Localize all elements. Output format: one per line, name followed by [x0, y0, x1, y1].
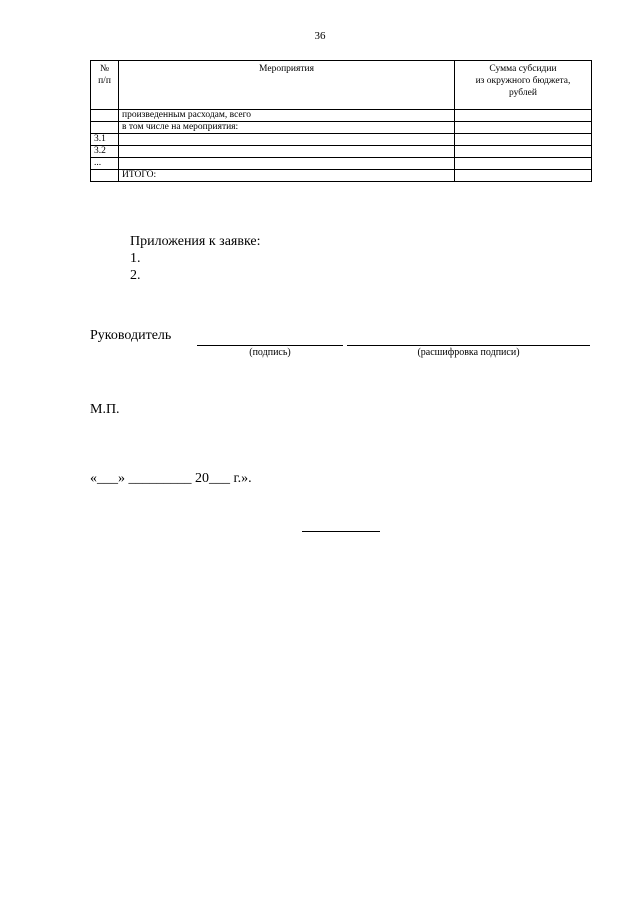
- table-row: [91, 146, 592, 158]
- cell-amount: [455, 158, 592, 170]
- cell-number: [91, 110, 119, 122]
- table-row: [91, 134, 592, 146]
- cell-number: 3.2: [91, 146, 119, 158]
- signature-decoding-caption: (расшифровка подписи): [417, 347, 520, 358]
- attachment-item-1: 1.: [130, 251, 141, 266]
- cell-activity: ИТОГО:: [119, 170, 455, 182]
- cell-activity: [119, 158, 455, 170]
- cell-activity: [119, 146, 455, 158]
- attachments-block: [130, 233, 261, 284]
- header-number: № п/п: [91, 61, 119, 110]
- stamp-place: М.П.: [90, 402, 120, 417]
- cell-number: [91, 122, 119, 134]
- cell-amount: [455, 170, 592, 182]
- signature-decoding-line: [347, 344, 590, 346]
- end-rule: [302, 531, 380, 532]
- cell-amount: [455, 134, 592, 146]
- cell-amount: [455, 146, 592, 158]
- date-line: «___» _________ 20___ г.».: [90, 471, 252, 486]
- page-number: 36: [314, 30, 326, 42]
- table-header-row: [91, 61, 592, 110]
- signature-line: [197, 344, 343, 346]
- cell-number: ...: [91, 158, 119, 170]
- cell-number: [91, 170, 119, 182]
- budget-table: [90, 60, 592, 182]
- cell-activity: [119, 134, 455, 146]
- table-row: [91, 122, 592, 134]
- header-activities: Мероприятия: [119, 61, 455, 110]
- cell-amount: [455, 122, 592, 134]
- cell-activity: произведенным расходам, всего: [119, 110, 455, 122]
- cell-number: 3.1: [91, 134, 119, 146]
- attachments-title: Приложения к заявке:: [130, 234, 261, 249]
- head-label: Руководитель: [90, 328, 172, 343]
- cell-activity: в том числе на мероприятия:: [119, 122, 455, 134]
- table-row: [91, 158, 592, 170]
- table-row: [91, 110, 592, 122]
- cell-amount: [455, 110, 592, 122]
- attachment-item-2: 2.: [130, 268, 141, 283]
- signature-caption: (подпись): [249, 347, 291, 358]
- table-row: [91, 170, 592, 182]
- header-subsidy-amount: Сумма субсидии из окружного бюджета, рублей: [455, 61, 592, 110]
